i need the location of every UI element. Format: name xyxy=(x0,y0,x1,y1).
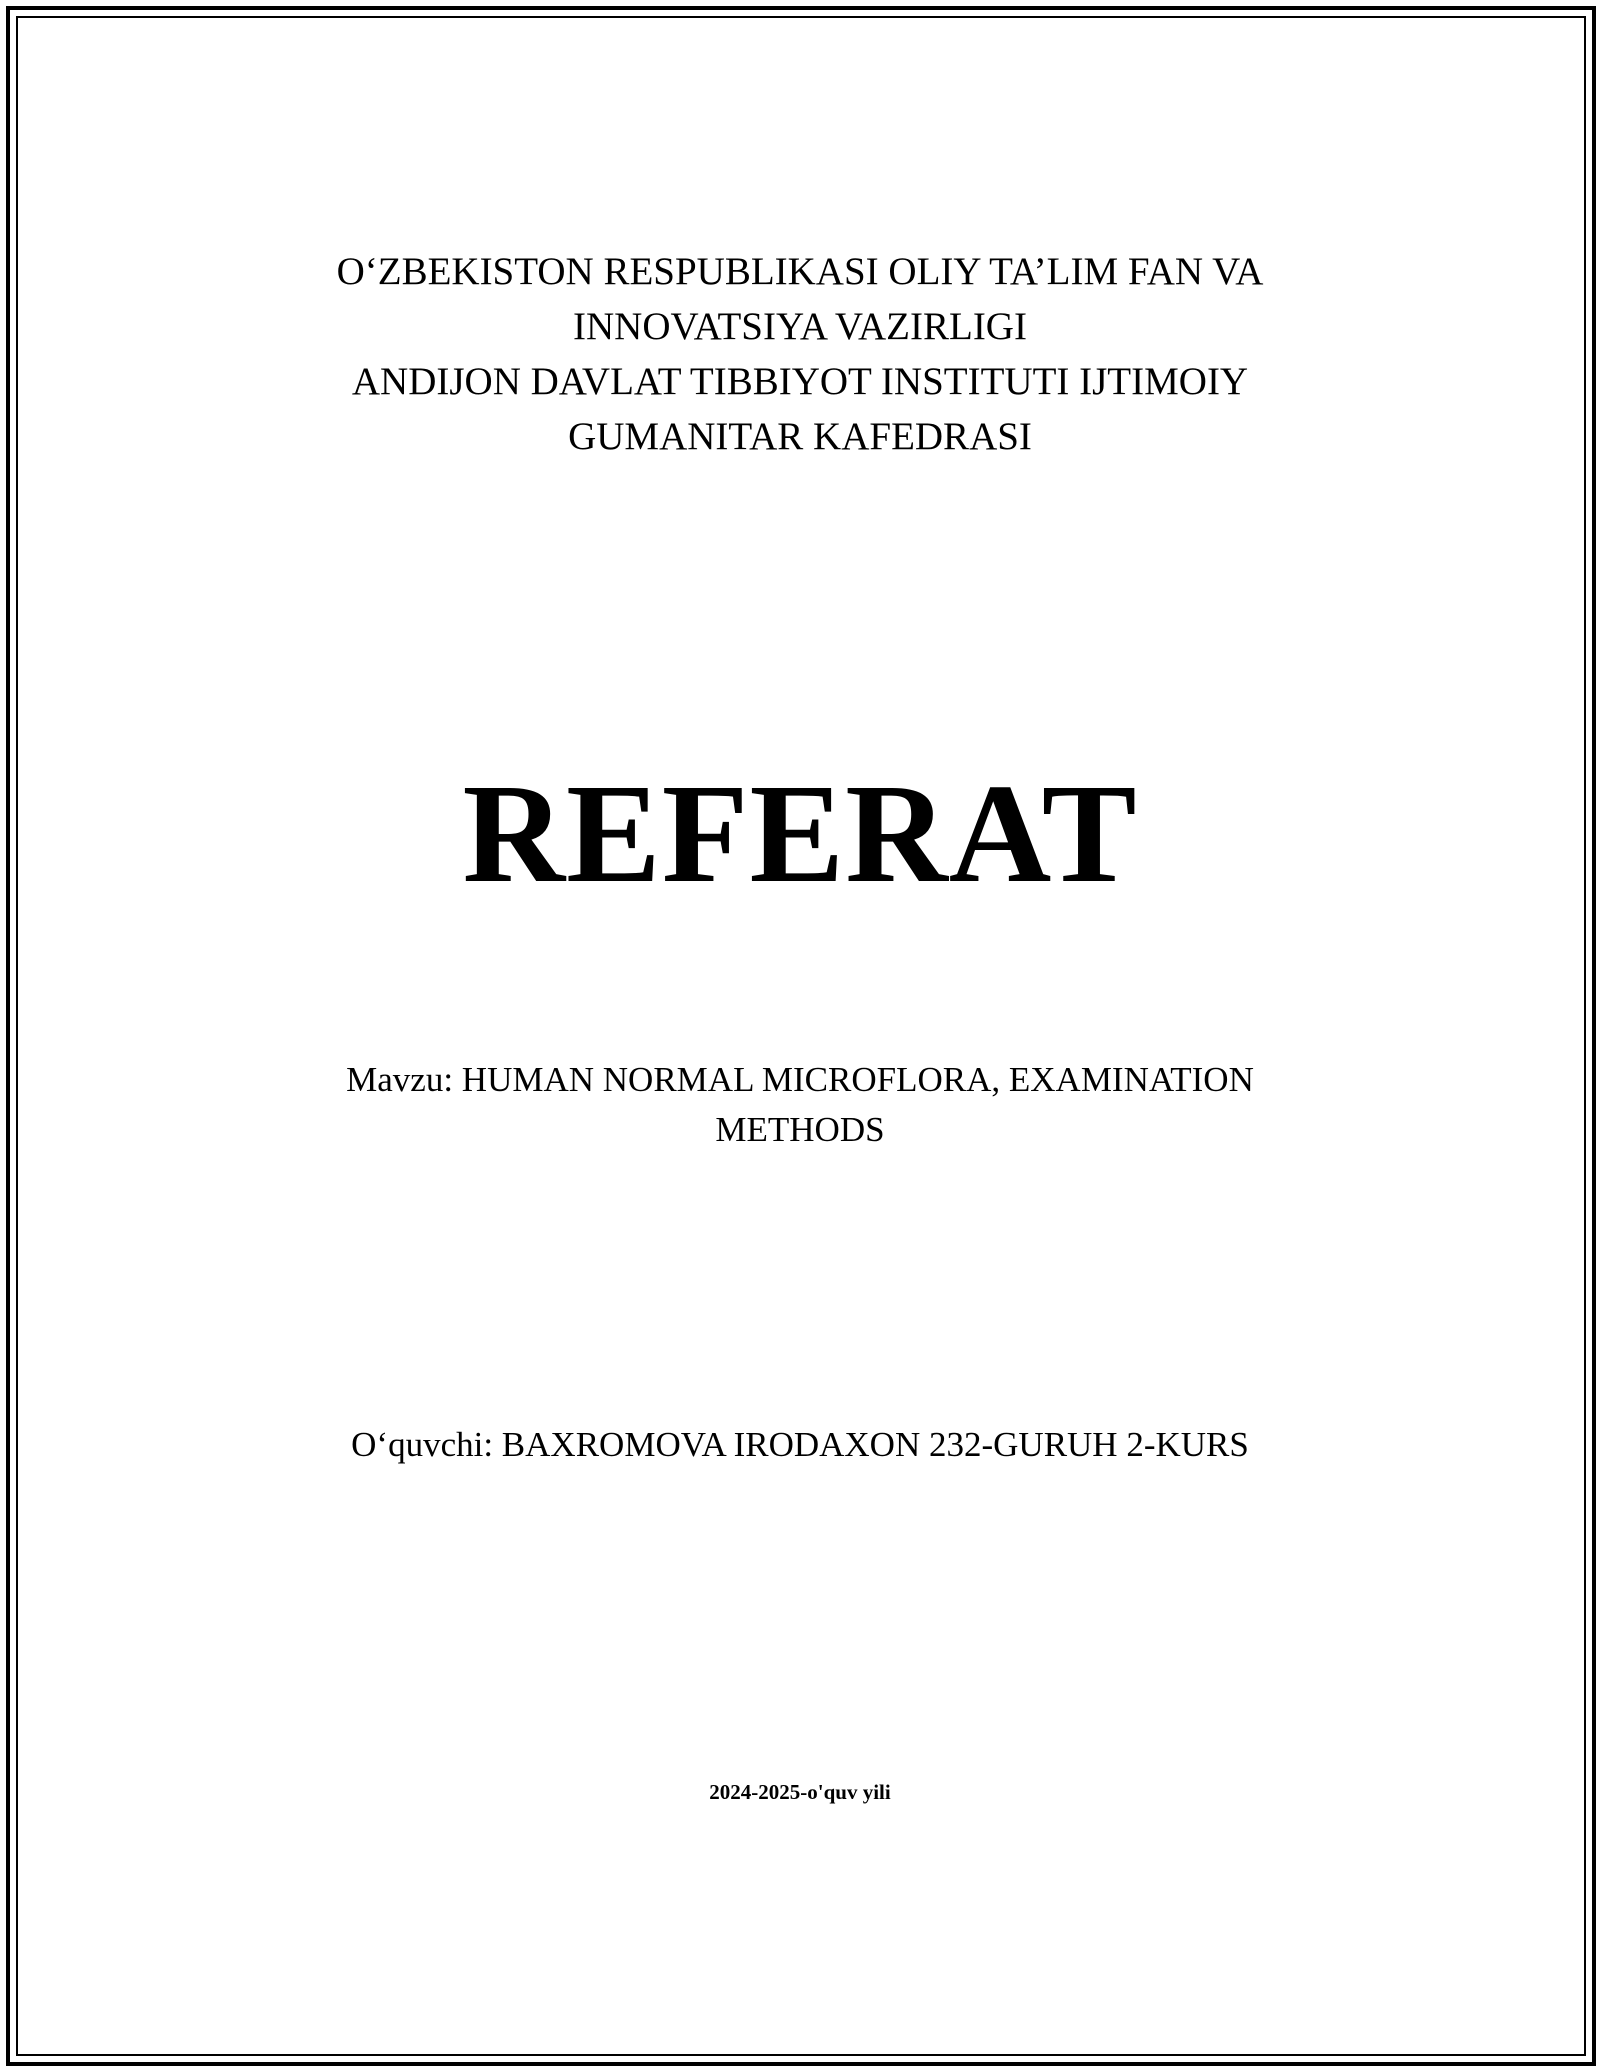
institution-header xyxy=(0,244,1600,464)
topic-block xyxy=(0,1055,1600,1155)
academic-year: 2024-2025-o'quv yili xyxy=(709,1780,891,1804)
header-line-ministry-1: O‘ZBEKISTON RESPUBLIKASI OLIY TA’LIM FAN VA xyxy=(336,250,1264,293)
student-info: O‘quvchi: BAXROMOVA IRODAXON 232-GURUH 2-KURS xyxy=(351,1425,1249,1464)
document-title: REFERAT xyxy=(462,754,1138,912)
header-line-institute-1: ANDIJON DAVLAT TIBBIYOT INSTITUTI IJTIMOIY xyxy=(351,360,1249,403)
header-line-institute-2: GUMANITAR KAFEDRASI xyxy=(568,415,1032,458)
topic-line-2: METHODS xyxy=(715,1110,885,1149)
header-line-ministry-2: INNOVATSIYA VAZIRLIGI xyxy=(573,305,1027,348)
topic-line-1: Mavzu: HUMAN NORMAL MICROFLORA, EXAMINATION xyxy=(346,1060,1254,1099)
